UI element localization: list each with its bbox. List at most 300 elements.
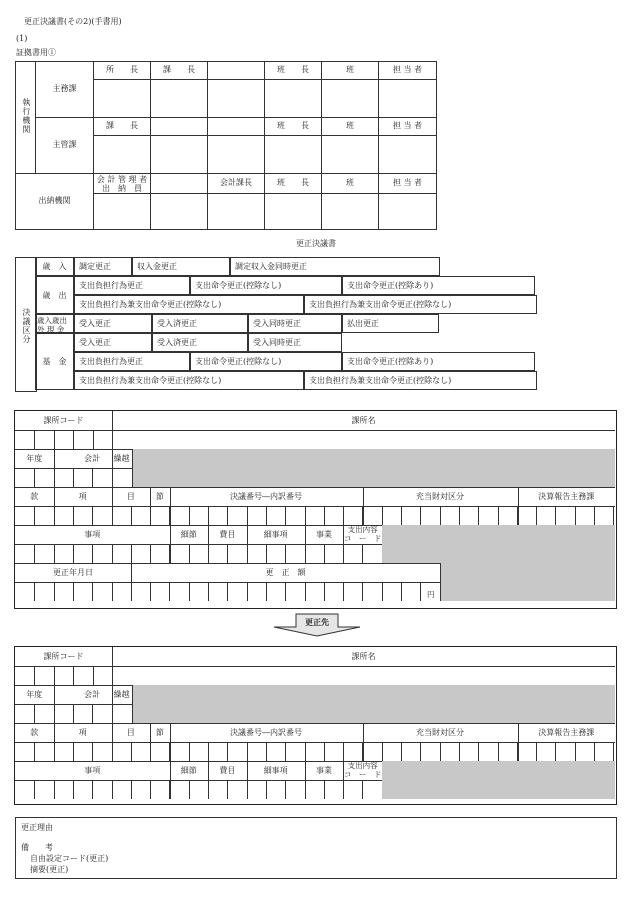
amount-digit[interactable] — [401, 582, 420, 601]
matter-digit[interactable] — [54, 780, 73, 799]
matter-header: 事項 — [84, 530, 101, 539]
category-side-cell — [15, 257, 37, 392]
matter-digit[interactable] — [34, 544, 53, 563]
matter-digit[interactable] — [247, 544, 266, 563]
decision-number-header: 決議番号―内訳番号 — [230, 728, 302, 737]
dept-name-field[interactable] — [113, 430, 613, 449]
matter-digit[interactable] — [227, 544, 246, 563]
matter-digit[interactable] — [15, 780, 34, 799]
stamp-box[interactable] — [151, 194, 208, 230]
stamp-box[interactable] — [265, 136, 322, 174]
foreign-cash-option[interactable] — [248, 314, 342, 333]
correction-reason-label: 更正理由 — [21, 823, 53, 832]
shaded-area — [382, 761, 615, 799]
amount-digit[interactable] — [382, 582, 401, 601]
matter-digit[interactable] — [208, 544, 227, 563]
clause-header: 節 — [155, 728, 164, 737]
year-account-digit[interactable] — [54, 468, 73, 487]
matter-digit[interactable] — [131, 780, 150, 799]
stamp-header: 班 長 — [265, 118, 322, 136]
stamp-header: 課 長 — [94, 118, 151, 136]
foreign-cash-label-a: 歳入歳出 — [37, 316, 67, 325]
matter-digit[interactable] — [112, 544, 131, 563]
expense-content-b: コ ー ド — [343, 769, 382, 779]
stamp-box[interactable] — [379, 136, 437, 174]
fund-option-text: 受入済更正 — [157, 338, 197, 347]
stamp-header — [208, 62, 265, 80]
matter-digit[interactable] — [92, 544, 111, 563]
dept-code-digit[interactable] — [92, 430, 111, 449]
matter-digit[interactable] — [92, 780, 111, 799]
code-digit[interactable] — [15, 506, 34, 525]
expense-content-code-header — [343, 762, 382, 779]
matter-digit[interactable] — [247, 780, 266, 799]
code-digit[interactable] — [555, 506, 574, 525]
matter-digit[interactable] — [362, 780, 381, 799]
shaded-area — [441, 563, 616, 601]
revenue-option[interactable] — [230, 257, 440, 276]
sub-matter-header: 細事項 — [263, 530, 288, 539]
decision-number-header: 決議番号―内訳番号 — [230, 492, 302, 501]
dept-code-digit[interactable] — [73, 666, 92, 685]
stamp-box[interactable] — [94, 80, 151, 118]
foreign-cash-option[interactable] — [74, 314, 152, 333]
amount-digit[interactable] — [54, 582, 73, 601]
year-account-digit[interactable] — [34, 704, 53, 723]
code-digit[interactable] — [382, 506, 401, 525]
code-digit[interactable] — [575, 506, 594, 525]
foreign-cash-option[interactable] — [152, 314, 248, 333]
year-account-digit[interactable] — [112, 468, 131, 487]
expenditure-option-text: 支出負担行為兼支出命令更正(控除なし) — [309, 300, 452, 309]
treasury-label: 出納機関 — [16, 174, 94, 230]
fund-option[interactable] — [248, 333, 342, 352]
code-digit[interactable] — [73, 742, 92, 761]
year-account-digit[interactable] — [73, 704, 92, 723]
code-digit[interactable] — [54, 742, 73, 761]
code-digit[interactable] — [594, 742, 613, 761]
accountant-header — [94, 174, 151, 194]
stamp-header: 班 長 — [265, 174, 322, 194]
code-digit[interactable] — [92, 742, 111, 761]
matter-digit[interactable] — [189, 544, 208, 563]
stamp-box[interactable] — [379, 194, 437, 230]
code-digit[interactable] — [517, 742, 536, 761]
executive-label: 執行機関 — [21, 98, 31, 135]
code-digit[interactable] — [420, 506, 439, 525]
dept-code-header: 課所コード — [43, 416, 84, 425]
project-header: 事業 — [315, 530, 332, 539]
matter-digit[interactable] — [343, 780, 362, 799]
dept-code-digit[interactable] — [34, 666, 53, 685]
source-form — [15, 411, 616, 608]
matter-digit[interactable] — [73, 780, 92, 799]
expense-content-a: 支出内容 — [347, 525, 378, 534]
year-header: 年度 — [26, 690, 43, 699]
correction-amount-header: 更 正 額 — [265, 568, 306, 577]
matter-digit[interactable] — [150, 544, 169, 563]
code-digit[interactable] — [208, 506, 227, 525]
stamp-box[interactable] — [208, 136, 265, 174]
matter-header: 事項 — [84, 766, 101, 775]
code-digit[interactable] — [227, 742, 246, 761]
code-digit[interactable] — [247, 506, 266, 525]
form-number: (1) — [16, 34, 28, 43]
fund-label-text: 基 金 — [42, 357, 67, 366]
fund-label — [35, 333, 74, 390]
project-header: 事業 — [315, 766, 332, 775]
amount-digit[interactable] — [131, 582, 150, 601]
code-digit[interactable] — [594, 506, 613, 525]
sub-matter-header: 細事項 — [263, 766, 288, 775]
correction-date-header: 更正年月日 — [53, 568, 93, 577]
accountant-header-a: 会 計 管 理 者 — [96, 174, 148, 184]
amount-digit[interactable] — [285, 582, 304, 601]
item-header: 項 — [78, 728, 87, 737]
code-digit[interactable] — [285, 742, 304, 761]
sub-item-header: 目 — [126, 728, 135, 737]
revenue-label — [35, 257, 74, 276]
code-digit[interactable] — [131, 742, 150, 761]
expenditure-option-text: 支出命令更正(控除あり) — [347, 281, 434, 290]
expense-header: 費目 — [219, 530, 236, 539]
code-digit[interactable] — [131, 506, 150, 525]
amount-digit[interactable] — [15, 582, 34, 601]
code-digit[interactable] — [285, 506, 304, 525]
stamp-box[interactable] — [208, 194, 265, 230]
matter-digit[interactable] — [150, 780, 169, 799]
fund-option[interactable] — [74, 371, 304, 390]
stamp-box[interactable] — [322, 136, 379, 174]
code-digit[interactable] — [15, 742, 34, 761]
code-digit[interactable] — [34, 742, 53, 761]
stamp-header — [208, 118, 265, 136]
fund-option-text: 受入同時更正 — [253, 338, 301, 347]
revenue-option-text: 調定収入金同時更正 — [235, 262, 307, 271]
matter-digit[interactable] — [305, 780, 324, 799]
main-dept-label: 主務課 — [36, 62, 94, 118]
revenue-option-text: 収入金更正 — [137, 262, 177, 271]
stamp-header: 担 当 者 — [379, 118, 437, 136]
code-digit[interactable] — [266, 506, 285, 525]
stamp-box[interactable] — [322, 194, 379, 230]
decision-category — [15, 257, 540, 397]
code-digit[interactable] — [324, 742, 343, 761]
stamp-box[interactable] — [379, 80, 437, 118]
code-digit[interactable] — [34, 506, 53, 525]
dest-form — [15, 647, 616, 804]
code-digit[interactable] — [401, 742, 420, 761]
fund-option-text: 支出負担行為更正 — [79, 357, 143, 366]
expenditure-option[interactable] — [190, 276, 342, 295]
dept-name-header: 課所名 — [351, 416, 376, 425]
section-header: 款 — [30, 492, 39, 501]
code-digit[interactable] — [169, 742, 188, 761]
matter-digit[interactable] — [131, 544, 150, 563]
fund-option[interactable] — [304, 371, 537, 390]
remarks-label: 備 考 — [21, 843, 53, 852]
code-digit[interactable] — [324, 506, 343, 525]
settlement-dept-header: 決算報告主務課 — [538, 492, 595, 501]
foreign-cash-label-b: 外 現 金 — [37, 325, 65, 334]
matter-digit[interactable] — [112, 780, 131, 799]
stamp-header: 会計課長 — [208, 174, 265, 194]
dept-code-digit[interactable] — [54, 666, 73, 685]
stamp-header: 担 当 者 — [379, 62, 437, 80]
matter-digit[interactable] — [73, 544, 92, 563]
matter-digit[interactable] — [305, 544, 324, 563]
stamp-header: 担 当 者 — [379, 174, 437, 194]
expenditure-option[interactable] — [74, 295, 304, 314]
code-digit[interactable] — [92, 506, 111, 525]
stamp-box[interactable] — [265, 80, 322, 118]
expenditure-label — [35, 276, 74, 314]
arrow-label: 更正先 — [305, 618, 329, 627]
stamp-box[interactable] — [94, 136, 151, 174]
foreign-cash-option[interactable] — [342, 314, 439, 333]
foreign-cash-label — [35, 314, 74, 333]
carry-header: 繰越 — [113, 454, 130, 463]
amount-digit[interactable] — [362, 582, 381, 601]
summary-label: 摘要(更正) — [30, 865, 69, 874]
expenditure-option-text: 支出負担行為兼支出命令更正(控除なし) — [79, 300, 222, 309]
amount-digit[interactable] — [34, 582, 53, 601]
foreign-cash-option-text: 受入済更正 — [157, 319, 197, 328]
code-digit[interactable] — [305, 506, 324, 525]
code-digit[interactable] — [112, 742, 131, 761]
amount-digit[interactable] — [247, 582, 266, 601]
matter-digit[interactable] — [169, 780, 188, 799]
year-header: 年度 — [26, 454, 43, 463]
sub-clause-header: 細節 — [180, 530, 197, 539]
matter-digit[interactable] — [54, 544, 73, 563]
year-account-digit[interactable] — [92, 468, 111, 487]
dept-code-digit[interactable] — [15, 430, 34, 449]
code-digit[interactable] — [362, 742, 381, 761]
settlement-dept-header: 決算報告主務課 — [538, 728, 595, 737]
stamp-header: 班 長 — [265, 62, 322, 80]
amount-digit[interactable] — [266, 582, 285, 601]
accountant-header-b: 出 納 員 — [102, 183, 142, 193]
dept-code-digit[interactable] — [73, 430, 92, 449]
shaded-area — [132, 685, 616, 723]
code-digit[interactable] — [536, 506, 555, 525]
code-digit[interactable] — [189, 506, 208, 525]
expenditure-option[interactable] — [74, 276, 190, 295]
matter-digit[interactable] — [169, 544, 188, 563]
stamp-header: 所 長 — [94, 62, 151, 80]
code-digit[interactable] — [150, 506, 169, 525]
fund-option[interactable] — [190, 352, 342, 371]
dept-code-digit[interactable] — [54, 430, 73, 449]
amount-digit[interactable] — [169, 582, 188, 601]
stamp-header — [151, 174, 208, 194]
expense-content-a: 支出内容 — [347, 761, 378, 770]
revenue-option[interactable] — [132, 257, 230, 276]
code-digit[interactable] — [54, 506, 73, 525]
matter-digit[interactable] — [343, 544, 362, 563]
expense-header: 費目 — [219, 766, 236, 775]
matter-digit[interactable] — [324, 544, 343, 563]
stamp-box[interactable] — [265, 194, 322, 230]
code-digit[interactable] — [459, 506, 478, 525]
code-digit[interactable] — [112, 506, 131, 525]
code-digit[interactable] — [478, 506, 497, 525]
code-digit[interactable] — [227, 506, 246, 525]
amount-digit[interactable] — [112, 582, 131, 601]
code-digit[interactable] — [266, 742, 285, 761]
amount-digit[interactable] — [150, 582, 169, 601]
fund-class-header: 充当財対区分 — [416, 492, 464, 501]
year-account-digit[interactable] — [73, 468, 92, 487]
revenue-option[interactable] — [74, 257, 132, 276]
code-digit[interactable] — [536, 742, 555, 761]
grid-line — [15, 723, 615, 724]
code-digit[interactable] — [401, 506, 420, 525]
stamp-box[interactable] — [322, 80, 379, 118]
code-digit[interactable] — [555, 742, 574, 761]
stamp-box[interactable] — [151, 136, 208, 174]
dept-code-digit[interactable] — [15, 666, 34, 685]
matter-digit[interactable] — [208, 780, 227, 799]
fund-option[interactable] — [152, 333, 248, 352]
matter-digit[interactable] — [227, 780, 246, 799]
expenditure-option[interactable] — [342, 276, 535, 295]
code-digit[interactable] — [189, 742, 208, 761]
fund-class-header: 充当財対区分 — [416, 728, 464, 737]
matter-digit[interactable] — [34, 780, 53, 799]
grid-line — [15, 487, 615, 488]
matter-digit[interactable] — [189, 780, 208, 799]
fund-option-text: 受入更正 — [79, 338, 111, 347]
foreign-cash-option-text: 払出更正 — [347, 319, 379, 328]
matter-digit[interactable] — [285, 780, 304, 799]
code-digit[interactable] — [440, 742, 459, 761]
expense-content-code-header — [343, 526, 382, 543]
clause-header: 節 — [155, 492, 164, 501]
stamp-box[interactable] — [151, 80, 208, 118]
code-digit[interactable] — [440, 506, 459, 525]
fund-option[interactable] — [74, 333, 152, 352]
code-digit[interactable] — [150, 742, 169, 761]
yen-unit: 円 — [427, 590, 435, 599]
code-digit[interactable] — [382, 742, 401, 761]
account-header: 会計 — [84, 690, 101, 699]
amount-digit[interactable] — [73, 582, 92, 601]
expenditure-option[interactable] — [304, 295, 537, 314]
revenue-label-text: 歳 入 — [42, 262, 67, 271]
dept-code-digit[interactable] — [92, 666, 111, 685]
code-digit[interactable] — [73, 506, 92, 525]
amount-digit[interactable] — [227, 582, 246, 601]
item-header: 項 — [78, 492, 87, 501]
year-account-digit[interactable] — [15, 468, 34, 487]
fund-option-text: 支出負担行為兼支出命令更正(控除なし) — [309, 376, 452, 385]
matter-digit[interactable] — [324, 780, 343, 799]
code-digit[interactable] — [362, 506, 381, 525]
grid-line — [613, 506, 614, 525]
amount-digit[interactable] — [189, 582, 208, 601]
fund-option[interactable] — [74, 352, 190, 371]
stamp-header: 班 — [322, 62, 379, 80]
shaded-area — [382, 525, 615, 563]
year-account-digit[interactable] — [92, 704, 111, 723]
form-subtitle: 証拠書用① — [16, 48, 56, 57]
supervising-dept-label: 主管課 — [36, 118, 94, 174]
expenditure-option-text: 支出命令更正(控除なし) — [195, 281, 282, 290]
stamp-header: 班 — [322, 118, 379, 136]
code-digit[interactable] — [498, 742, 517, 761]
matter-digit[interactable] — [362, 544, 381, 563]
amount-digit[interactable] — [92, 582, 111, 601]
code-digit[interactable] — [208, 742, 227, 761]
stamp-box[interactable] — [208, 80, 265, 118]
year-account-digit[interactable] — [54, 704, 73, 723]
code-digit[interactable] — [343, 742, 362, 761]
section-title: 更正決議書 — [296, 239, 336, 248]
remarks-box — [15, 817, 617, 879]
amount-digit[interactable] — [208, 582, 227, 601]
amount-digit[interactable] — [343, 582, 362, 601]
expense-content-b: コ ー ド — [343, 533, 382, 543]
dept-code-digit[interactable] — [34, 430, 53, 449]
revenue-option-text: 調定更正 — [79, 262, 111, 271]
year-account-digit[interactable] — [34, 468, 53, 487]
code-digit[interactable] — [575, 742, 594, 761]
code-digit[interactable] — [169, 506, 188, 525]
code-digit[interactable] — [459, 742, 478, 761]
code-digit[interactable] — [343, 506, 362, 525]
year-account-digit[interactable] — [112, 704, 131, 723]
page-title: 更正決議書(その2)(手書用) — [24, 17, 122, 26]
grid-line — [132, 449, 133, 487]
stamp-header — [151, 118, 208, 136]
dept-name-field[interactable] — [113, 666, 613, 685]
code-digit[interactable] — [305, 742, 324, 761]
stamp-box[interactable] — [94, 194, 151, 230]
stamp-header: 班 — [322, 174, 379, 194]
matter-digit[interactable] — [266, 780, 285, 799]
code-digit[interactable] — [517, 506, 536, 525]
executive-label-cell — [16, 62, 36, 174]
section-header: 款 — [30, 728, 39, 737]
shaded-area — [132, 449, 616, 487]
code-digit[interactable] — [478, 742, 497, 761]
amount-digit[interactable] — [324, 582, 343, 601]
stamp-header: 課 長 — [151, 62, 208, 80]
category-side-label: 決議区分 — [22, 308, 31, 344]
carry-header: 繰越 — [113, 690, 130, 699]
foreign-cash-label-text — [37, 316, 67, 334]
expenditure-label-text: 歳 出 — [42, 290, 67, 300]
fund-option[interactable] — [342, 352, 535, 371]
grid-line — [132, 685, 133, 723]
dept-code-header: 課所コード — [43, 652, 84, 661]
dept-name-header: 課所名 — [351, 652, 376, 661]
code-digit[interactable] — [498, 506, 517, 525]
matter-digit[interactable] — [266, 544, 285, 563]
sub-item-header: 目 — [126, 492, 135, 501]
code-digit[interactable] — [247, 742, 266, 761]
grid-line — [613, 742, 614, 761]
fund-option-text: 支出命令更正(控除あり) — [347, 357, 434, 366]
matter-digit[interactable] — [285, 544, 304, 563]
amount-digit[interactable] — [305, 582, 324, 601]
matter-digit[interactable] — [15, 544, 34, 563]
foreign-cash-option-text: 受入同時更正 — [253, 319, 301, 328]
code-digit[interactable] — [420, 742, 439, 761]
year-account-digit[interactable] — [15, 704, 34, 723]
